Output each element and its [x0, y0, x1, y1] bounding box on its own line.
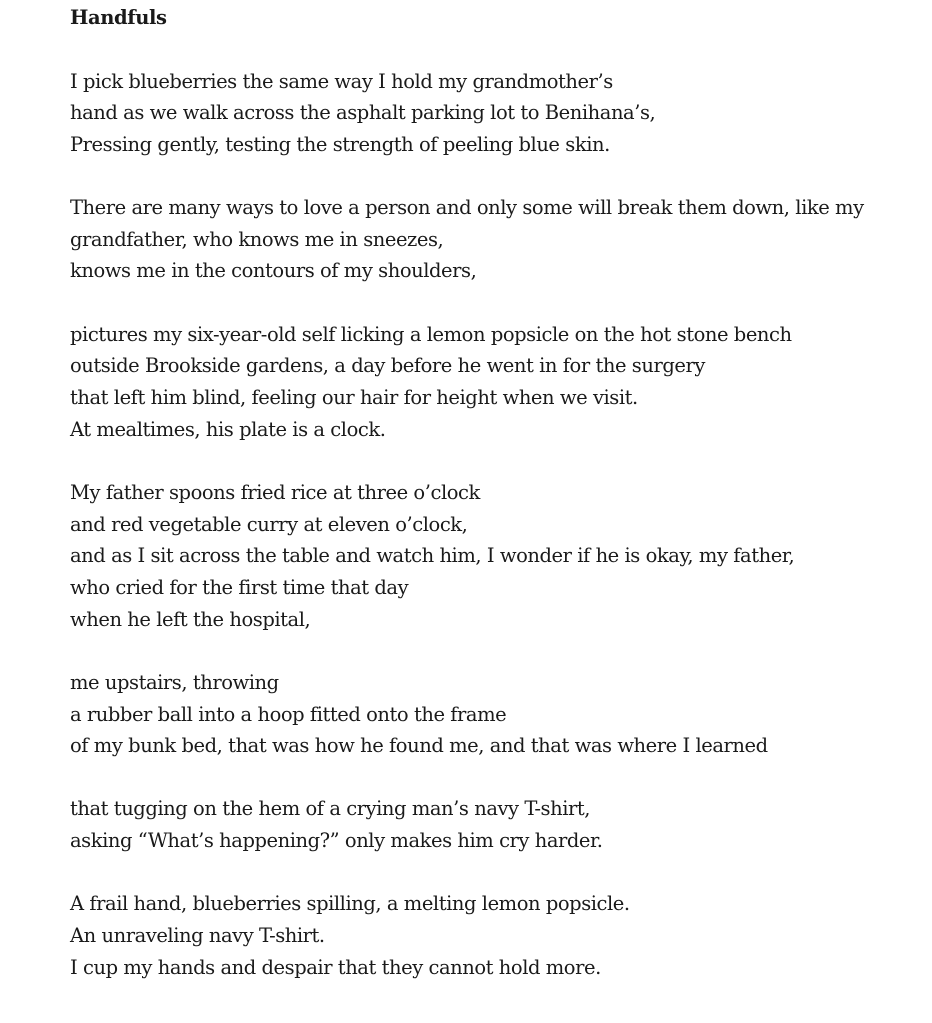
poem-line: I pick blueberries the same way I hold my grandmother’s — [70, 69, 613, 93]
poem-line: My father spoons fried rice at three o’clock — [70, 480, 480, 504]
poem-line: pictures my six-year-old self licking a lemon popsicle on the hot stone bench — [70, 322, 792, 346]
poem-line: me upstairs, throwing — [70, 670, 279, 694]
stanza — [70, 477, 925, 635]
stanza — [70, 793, 925, 856]
poem-line: I cup my hands and despair that they cannot hold more. — [70, 955, 601, 979]
stanza — [70, 319, 925, 446]
poem-line: and red vegetable curry at eleven o’clock, — [70, 512, 468, 536]
poem-line: a rubber ball into a hoop fitted onto the frame — [70, 702, 507, 726]
poem-line: An unraveling navy T-shirt. — [70, 923, 325, 947]
poem-line: when he left the hospital, — [70, 607, 311, 631]
poem-page — [70, 0, 925, 983]
poem-line: outside Brookside gardens, a day before he went in for the surgery — [70, 354, 705, 378]
stanza — [70, 888, 925, 983]
poem-line: that tugging on the hem of a crying man’s navy T-shirt, — [70, 797, 591, 821]
poem-line: of my bunk bed, that was how he found me, and that was where I learned — [70, 734, 768, 758]
poem-title: Handfuls — [70, 6, 167, 29]
stanza — [70, 192, 925, 287]
stanza — [70, 667, 925, 762]
poem-line: knows me in the contours of my shoulders, — [70, 259, 477, 283]
poem-line: and as I sit across the table and watch him, I wonder if he is okay, my father, — [70, 544, 795, 568]
poem-line: A frail hand, blueberries spilling, a melting lemon popsicle. — [70, 892, 630, 916]
poem-line: that left him blind, feeling our hair for height when we visit. — [70, 386, 638, 409]
poem-line: hand as we walk across the asphalt parking lot to Benihana’s, — [70, 101, 656, 125]
poem-line: There are many ways to love a person and only some will break them down, like my — [70, 196, 864, 220]
stanza — [70, 66, 925, 161]
poem-line: grandfather, who knows me in sneezes, — [70, 227, 444, 251]
poem-line: who cried for the first time that day — [70, 575, 409, 599]
poem-line: asking “What’s happening?” only makes him cry harder. — [70, 829, 603, 853]
poem-line: At mealtimes, his plate is a clock. — [70, 417, 386, 441]
poem-line: Pressing gently, testing the strength of peeling blue skin. — [70, 132, 610, 156]
